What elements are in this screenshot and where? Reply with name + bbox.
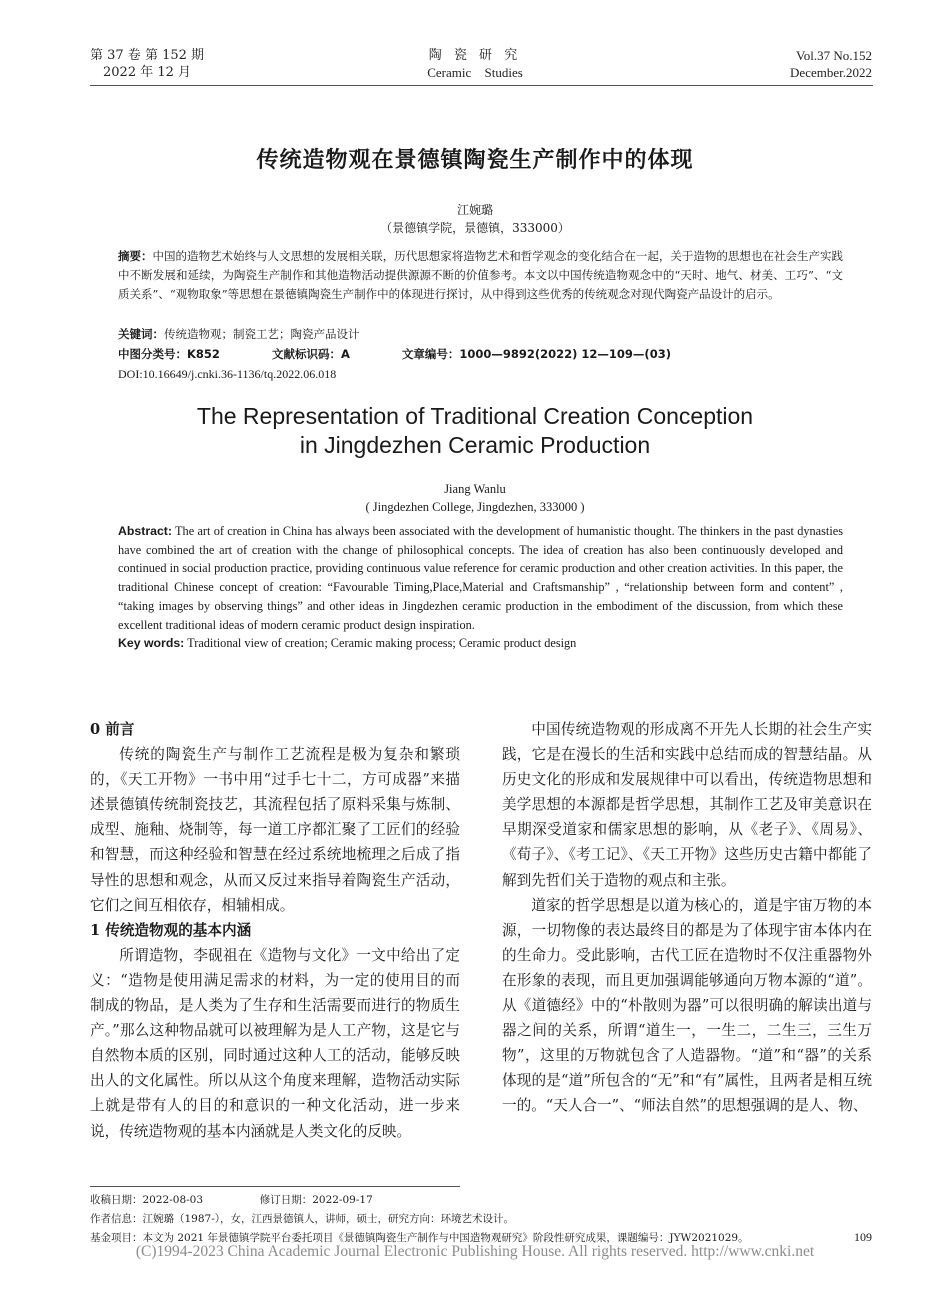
abstract-en-label: Abstract: (118, 524, 172, 538)
page-number: 109 (854, 1230, 872, 1244)
footnote-revised-date: 修订日期：2022-09-17 (259, 1194, 373, 1206)
keywords-cn-label: 关键词： (118, 327, 164, 341)
body-column-right (502, 717, 872, 1119)
header-divider (90, 85, 873, 86)
author-name-cn: 江婉璐 (456, 203, 493, 217)
keywords-cn (118, 325, 843, 344)
abstract-en-text: The art of creation in China has always been associated with the development of humanistic thought. The thinkers in the past dynasties have combined the art of creation with the change of philosophical concepts. The idea of creation has also been continuously developed and continued in social production practice, providing continuous value reference for ceramic production and other creation activities. In this paper, the traditional Chinese concept of creation: “Favourable Timing,Place,Material and Craftsmanship” , “relationship between form and content” , “taking images by observing things” and other ideas in Jingdezhen ceramic production in the embodiment of the discussion, from which these excellent traditional ideas of modern ceramic product design inspiration. (118, 524, 843, 632)
paper-title-en (0, 402, 950, 460)
header-journal-cn: 陶 瓷 研 究 (428, 48, 522, 63)
paper-title-en-line2: in Jingdezhen Ceramic Production (299, 432, 651, 458)
keywords-cn-text: 传统造物观；制瓷工艺；陶瓷产品设计 (164, 327, 360, 341)
body-paragraph: 所谓造物，李砚祖在《造物与文化》一文中给出了定义：“造物是使用满足需求的材料，为一定的使用目的而制成的物品，是人类为了生存和生活需要而进行的物质生产。”那么这种物品就可以被理解为是人工产物，这是它与自然物本质的区别，同时通过这种人工的活动，能够反映出人的文化属性。所以从这个角度来理解，造物活动实际上就是带有人的目的和意识的一种文化活动，进一步来说，传统造物观的基本内涵就是人类文化的反映。 (90, 946, 460, 1140)
body-column-left (90, 717, 460, 1144)
article-number-value: 1000—9892(2022) 12—109—(03) (459, 347, 671, 361)
paper-title-en-line1: The Representation of Traditional Creation Conception (196, 403, 754, 429)
footnote-author-info: 作者信息：江婉璐（1987-），女，江西景德镇人，讲师，硕士，研究方向：环境艺术设计。 (90, 1213, 515, 1225)
footnote-funding: 基金项目：本文为 2021 年景德镇学院平台委托项目《景德镇陶瓷生产制作与中国造物观研究》阶段性研究成果，课题编号：JYW2021029。 (90, 1232, 749, 1244)
article-number-label: 文章编号： (401, 347, 460, 361)
abstract-cn-label: 摘要： (118, 249, 153, 263)
paper-title-cn: 传统造物观在景德镇陶瓷生产制作中的体现 (256, 148, 694, 173)
footnote-divider (90, 1186, 460, 1187)
section-heading-1: 1 传统造物观的基本内涵 (90, 921, 252, 939)
header-journal-en: Ceramic Studies (427, 65, 523, 80)
body-paragraph: 传统的陶瓷生产与制作工艺流程是极为复杂和繁琐的，《天工开物》一书中用“过手七十二，方可成器”来描述景德镇传统制瓷技艺，其流程包括了原料采集与炼制、成型、施釉、烧制等，每一道工序都汇聚了工匠们的经验和智慧，而这种经验和智慧在经过系统地梳理之后成了指导性的思想和观念，从而又反过来指导着陶瓷生产活动，它们之间互相依存，相辅相成。 (90, 746, 460, 914)
abstract-cn (118, 247, 843, 304)
abstract-en (118, 522, 843, 653)
header-date-en: December.2022 (790, 65, 872, 80)
author-block-cn (0, 201, 950, 237)
header-volume-cn: 第 37 卷 第 152 期 (90, 48, 205, 63)
footnotes (90, 1191, 880, 1248)
abstract-cn-text: 中国的造物艺术始终与人文思想的发展相关联，历代思想家将造物艺术和哲学观念的变化结合在一起，关于造物的思想也在社会生产实践中不断发展和延续，为陶瓷生产制作和其他造物活动提供源源不断的价值参考。本文以中国传统造物观念中的“天时、地气、材美、工巧”、“文质关系”、“观物取象”等思想在景德镇陶瓷生产制作中的体现进行探讨，从中得到这些优秀的传统观念对现代陶瓷产品设计的启示。 (118, 249, 843, 301)
clc-value: K852 (187, 347, 220, 361)
section-heading-0: 0 前言 (90, 721, 135, 738)
doc-code-label: 文献标识码： (271, 347, 341, 361)
body-paragraph: 道家的哲学思想是以道为核心的，道是宇宙万物的本源，一切物像的表达最终目的都是为了体现宇宙本体内在的生命力。受此影响，古代工匠在造物时不仅注重器物外在形象的表现，而且更加强调能够通向万物本源的“道”。从《道德经》中的“朴散则为器”可以很明确的解读出道与器之间的关系，所谓“道生一，一生二，二生三，三生万物”，这里的万物就包含了人造器物。“道”和“器”的关系体现的是“道”所包含的“无”和“有”属性，且两者是相互统一的。“天人合一”、“师法自然”的思想强调的是人、物、 (502, 896, 872, 1115)
header-issue-block (790, 47, 872, 81)
doi: DOI:10.16649/j.cnki.36-1136/tq.2022.06.018 (118, 367, 337, 381)
header-date-cn: 2022 年 12 月 (103, 65, 192, 80)
keywords-en-label: Key words: (118, 636, 185, 651)
author-affiliation-cn: （景德镇学院，景德镇，333000） (380, 221, 570, 235)
clc-label: 中图分类号： (118, 347, 187, 361)
keywords-en-text: Traditional view of creation; Ceramic making process; Ceramic product design (184, 636, 577, 651)
author-affiliation-en: ( Jingdezhen College, Jingdezhen, 333000 ) (365, 500, 585, 514)
doc-code-value: A (340, 347, 350, 361)
body-paragraph: 中国传统造物观的形成离不开先人长期的社会生产实践，它是在漫长的生活和实践中总结而成的智慧结晶。从历史文化的形成和发展规律中可以看出，传统造物思想和美学思想的本源都是哲学思想，其制作工艺及审美意识在早期深受道家和儒家思想的影响，从《老子》、《周易》、《荀子》、《考工记》、《天工开物》这些历史古籍中都能了解到先哲们关于造物的观点和主张。 (502, 721, 872, 889)
author-name-en: Jiang Wanlu (444, 482, 506, 496)
header-volume-en: Vol.37 No.152 (796, 48, 872, 63)
author-block-en (0, 480, 950, 516)
classification-row (118, 346, 671, 362)
footnote-received-date: 收稿日期：2022-08-03 (90, 1194, 204, 1206)
copyright-watermark: (C)1994-2023 China Academic Journal Electronic Publishing House. All rights reserved. http://www.cnki.net (135, 1243, 815, 1260)
